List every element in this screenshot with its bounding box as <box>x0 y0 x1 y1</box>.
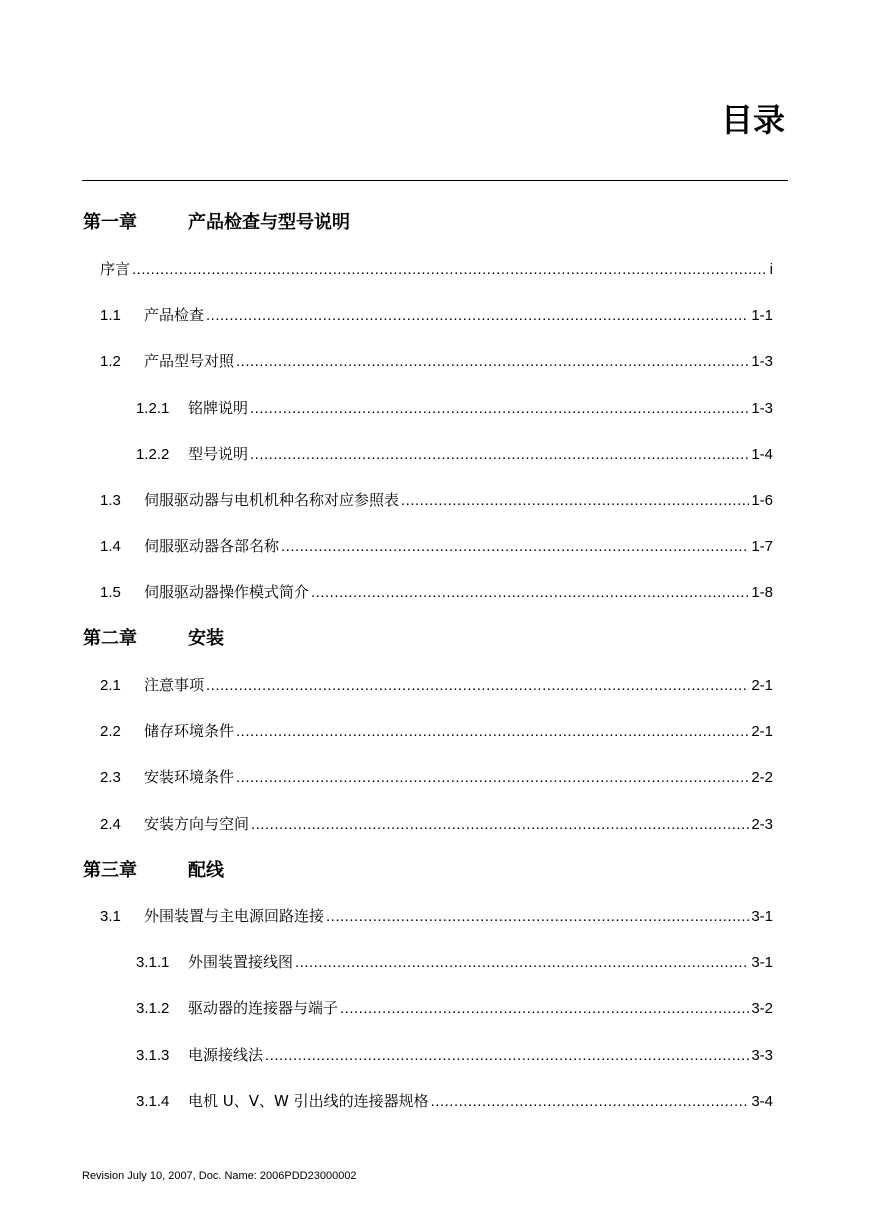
toc-entry-number: 3.1.4 <box>136 1093 170 1110</box>
page-title: 目录 <box>720 101 785 139</box>
toc-entry-number: 1.3 <box>100 492 121 509</box>
toc-entry-number: 3.1.2 <box>136 1000 170 1017</box>
toc-entry[interactable] <box>100 582 773 602</box>
chapter-number: 第一章 <box>83 212 137 233</box>
toc-entry-page: 1-6 <box>751 492 773 509</box>
toc-entry[interactable] <box>100 259 773 279</box>
toc-entry-text: 伺服驱动器操作模式简介 <box>144 583 310 601</box>
toc-entry-number: 1.5 <box>100 584 121 601</box>
dot-leader <box>236 352 749 372</box>
toc-entry-text: 铭牌说明 <box>188 399 249 417</box>
toc-entry-page: 2-1 <box>751 677 773 694</box>
toc-entry-text: 安装方向与空间 <box>144 815 250 833</box>
toc-entry-page: 2-1 <box>751 723 773 740</box>
toc-entry-number: 2.1 <box>100 677 121 694</box>
toc-entry-text: 外围装置接线图 <box>188 953 294 971</box>
toc-entry[interactable] <box>100 351 773 371</box>
toc-entry-page: 2-3 <box>751 816 773 833</box>
toc-entry[interactable] <box>136 398 773 418</box>
toc-entry-page: 3-1 <box>751 954 773 971</box>
chapter-number: 第二章 <box>83 628 137 649</box>
toc-entry-page: 1-4 <box>751 446 773 463</box>
toc-entry-page: 3-4 <box>751 1093 773 1110</box>
toc-entry-number: 2.2 <box>100 723 121 740</box>
toc-entry[interactable] <box>136 1045 773 1065</box>
toc-entry[interactable] <box>136 952 773 972</box>
toc-entry[interactable] <box>136 998 773 1018</box>
toc-entry-number: 1.4 <box>100 538 121 555</box>
toc-entry-page: 2-2 <box>751 769 773 786</box>
toc-entry-text: 序言 <box>100 260 131 278</box>
toc-entry-number: 3.1.3 <box>136 1047 170 1064</box>
dot-leader <box>431 1092 750 1112</box>
toc-entry-page: 1-3 <box>751 400 773 417</box>
dot-leader <box>326 907 749 927</box>
toc-entry-page: 3-3 <box>751 1047 773 1064</box>
dot-leader <box>250 445 749 465</box>
dot-leader <box>295 953 749 973</box>
chapter-title: 安装 <box>188 628 224 649</box>
toc-entry-text: 外围装置与主电源回路连接 <box>144 907 325 925</box>
toc-entry[interactable] <box>100 721 773 741</box>
toc-entry[interactable] <box>100 675 773 695</box>
title-divider <box>82 180 788 181</box>
dot-leader <box>401 491 749 511</box>
dot-leader <box>281 537 749 557</box>
toc-entry[interactable] <box>136 1091 773 1111</box>
toc-entry-number: 1.2.2 <box>136 446 170 463</box>
toc-entry-page: 1-8 <box>751 584 773 601</box>
toc-entry-page: 3-2 <box>751 1000 773 1017</box>
toc-entry-page: i <box>769 261 773 278</box>
toc-entry-text: 储存环境条件 <box>144 722 235 740</box>
toc-entry[interactable] <box>100 490 773 510</box>
toc-entry[interactable] <box>100 906 773 926</box>
dot-leader <box>311 583 749 603</box>
chapter-title: 配线 <box>188 860 224 881</box>
toc-entry-number: 3.1.1 <box>136 954 170 971</box>
dot-leader <box>132 260 768 280</box>
toc-entry-number: 2.3 <box>100 769 121 786</box>
dot-leader <box>265 1046 749 1066</box>
toc-entry-text: 伺服驱动器各部名称 <box>144 537 280 555</box>
dot-leader <box>340 999 749 1019</box>
toc-entry[interactable] <box>100 536 773 556</box>
toc-entry-page: 1-1 <box>751 307 773 324</box>
dot-leader <box>236 768 749 788</box>
toc-entry-number: 1.1 <box>100 307 121 324</box>
page-footer: Revision July 10, 2007, Doc. Name: 2006PDD23000002 <box>82 1170 357 1182</box>
dot-leader <box>236 722 749 742</box>
toc-entry-number: 3.1 <box>100 908 121 925</box>
toc-entry-text: 注意事项 <box>144 676 205 694</box>
toc-entry-text: 安装环境条件 <box>144 768 235 786</box>
toc-entry-text: 型号说明 <box>188 445 249 463</box>
dot-leader <box>251 815 749 835</box>
dot-leader <box>206 306 749 326</box>
dot-leader <box>206 676 749 696</box>
toc-entry[interactable] <box>100 814 773 834</box>
toc-entry-page: 1-3 <box>751 353 773 370</box>
toc-entry-number: 2.4 <box>100 816 121 833</box>
toc-entry[interactable] <box>100 305 773 325</box>
toc-entry-page: 1-7 <box>751 538 773 555</box>
toc-entry-page: 3-1 <box>751 908 773 925</box>
toc-entry-number: 1.2.1 <box>136 400 170 417</box>
chapter-title: 产品检查与型号说明 <box>188 212 350 233</box>
toc-entry-text: 产品检查 <box>144 306 205 324</box>
toc-entry-text: 驱动器的连接器与端子 <box>188 999 339 1017</box>
dot-leader <box>250 399 749 419</box>
toc-entry-text: 产品型号对照 <box>144 352 235 370</box>
toc-entry-text: 电源接线法 <box>188 1046 264 1064</box>
toc-entry[interactable] <box>136 444 773 464</box>
toc-entry[interactable] <box>100 767 773 787</box>
toc-entry-text: 伺服驱动器与电机机种名称对应参照表 <box>144 491 400 509</box>
toc-entry-text: 电机 U、V、W 引出线的连接器规格 <box>188 1092 429 1110</box>
toc-entry-number: 1.2 <box>100 353 121 370</box>
chapter-number: 第三章 <box>83 860 137 881</box>
